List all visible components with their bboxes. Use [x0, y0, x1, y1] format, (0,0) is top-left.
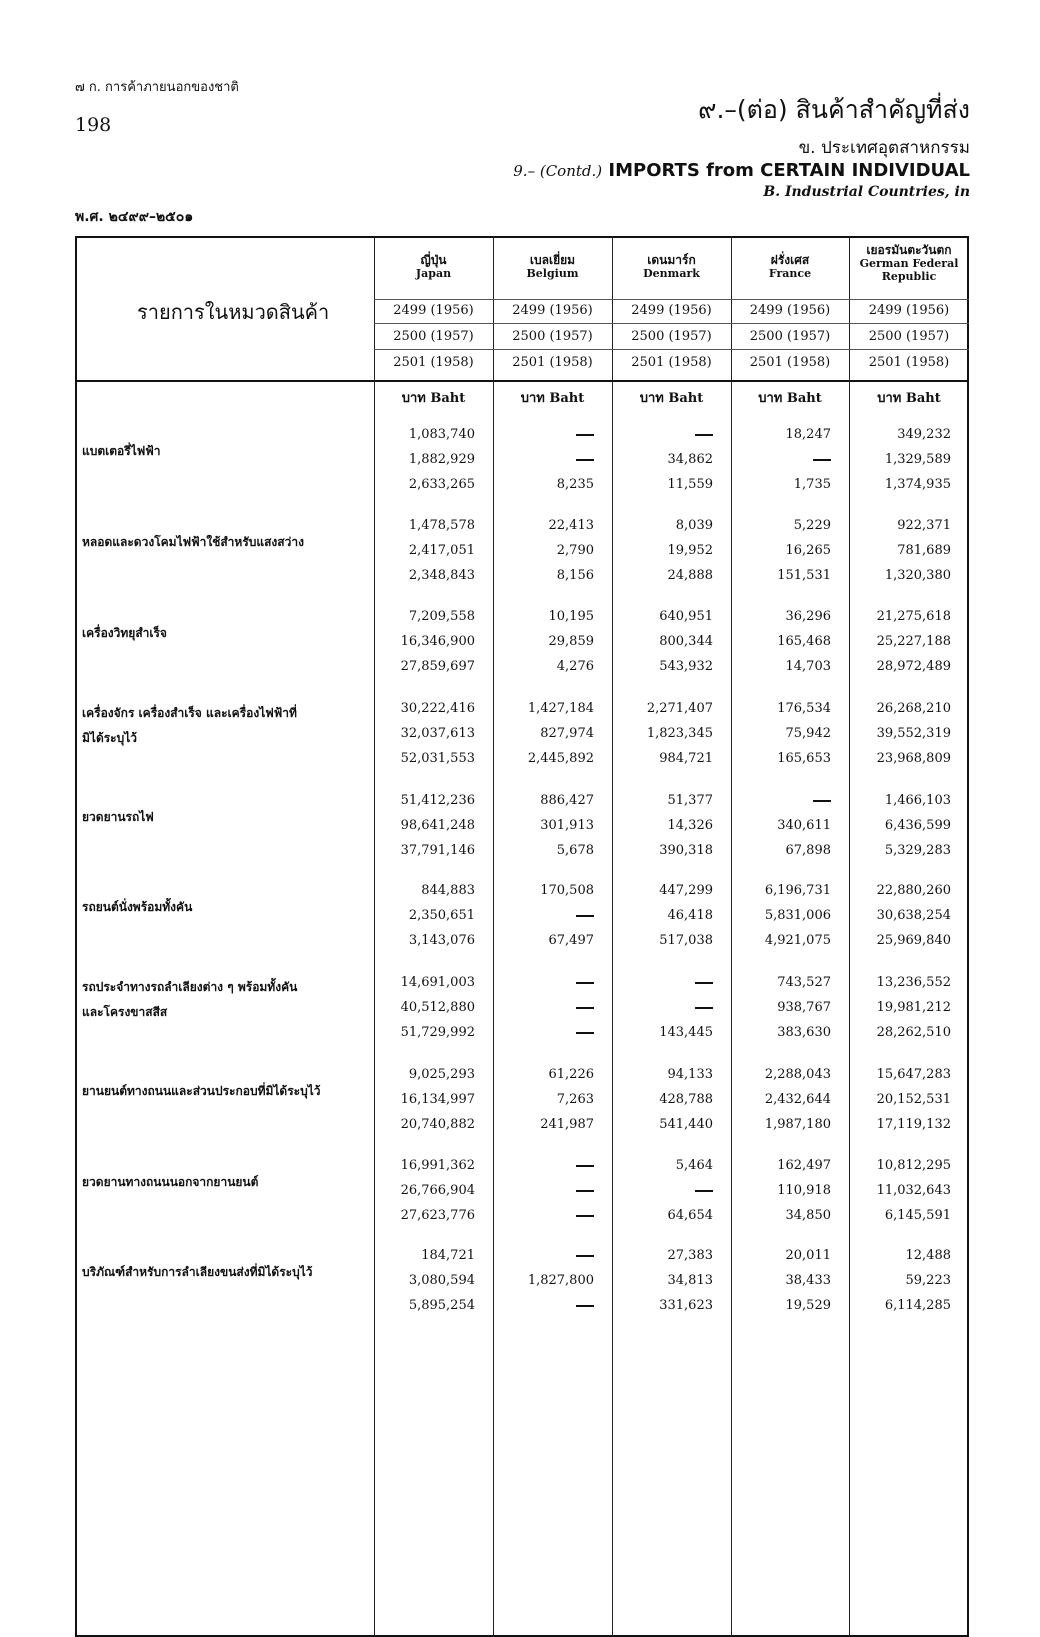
- value-cell: 7,263: [556, 1092, 594, 1107]
- value-cell: [497, 1000, 594, 1016]
- year-cell: 2501 (1958): [393, 355, 474, 370]
- value-cell: 34,850: [785, 1208, 831, 1223]
- value-cell: 20,011: [785, 1248, 831, 1263]
- year-cell: 2499 (1956): [631, 303, 712, 318]
- value-cell: 24,888: [667, 568, 713, 583]
- dash-mark: [576, 1165, 594, 1167]
- value-cell: 4,921,075: [764, 933, 831, 948]
- value-cell: 2,633,265: [408, 477, 475, 492]
- column-divider: [731, 236, 732, 1637]
- value-cell: 5,464: [675, 1158, 713, 1173]
- value-cell: [497, 1208, 594, 1224]
- value-cell: 8,039: [675, 518, 713, 533]
- column-header-english: Republic: [881, 270, 937, 283]
- value-cell: 6,436,599: [884, 818, 951, 833]
- value-cell: 541,440: [659, 1117, 713, 1132]
- value-cell: 29,859: [548, 634, 594, 649]
- column-header-english: France: [768, 267, 812, 280]
- value-cell: 75,942: [785, 726, 831, 741]
- value-cell: [497, 1025, 594, 1041]
- value-cell: 16,346,900: [400, 634, 475, 649]
- value-cell: 21,275,618: [876, 609, 951, 624]
- column-header: [374, 254, 493, 280]
- table-top-rule: [75, 236, 969, 238]
- column-divider: [849, 236, 850, 1637]
- item-label: [82, 975, 297, 1025]
- value-cell: 781,689: [897, 543, 951, 558]
- value-cell: 20,740,882: [400, 1117, 475, 1132]
- unit-cell: บาท Baht: [639, 391, 704, 406]
- column-header-thai: ฝรั่งเศส: [770, 253, 810, 267]
- value-cell: 8,235: [556, 477, 594, 492]
- value-cell: 5,831,006: [764, 908, 831, 923]
- unit-cell: บาท Baht: [401, 391, 466, 406]
- value-cell: 13,236,552: [876, 975, 951, 990]
- unit-cell: บาท Baht: [520, 391, 585, 406]
- year-cell: 2501 (1958): [631, 355, 712, 370]
- item-label-line: หลอดและดวงโคมไฟฟ้าใช้สำหรับแสงสว่าง: [82, 535, 304, 549]
- value-cell: 543,932: [659, 659, 713, 674]
- year-cell: 2500 (1957): [393, 329, 474, 344]
- value-cell: 36,296: [785, 609, 831, 624]
- value-cell: 2,445,892: [527, 751, 594, 766]
- value-cell: 827,974: [540, 726, 594, 741]
- year-cell: 2500 (1957): [868, 329, 950, 344]
- column-header: [849, 244, 969, 283]
- value-cell: 1,823,345: [646, 726, 713, 741]
- value-cell: 27,859,697: [400, 659, 475, 674]
- value-cell: 383,630: [777, 1025, 831, 1040]
- header-row-rule: [374, 299, 969, 300]
- value-cell: 2,417,051: [408, 543, 475, 558]
- item-label-line: ยานยนต์ทางถนนและส่วนประกอบที่มิได้ระบุไว้: [82, 1084, 321, 1098]
- value-cell: 1,320,380: [884, 568, 951, 583]
- value-cell: [497, 1158, 594, 1174]
- value-cell: 2,271,407: [646, 701, 713, 716]
- value-cell: 14,691,003: [400, 975, 475, 990]
- value-cell: [735, 793, 831, 809]
- year-range: พ.ศ. ๒๔๙๙–๒๕๐๑: [75, 209, 194, 225]
- value-cell: 27,383: [667, 1248, 713, 1263]
- title-english-main: IMPORTS from CERTAIN INDIVIDUAL: [608, 160, 970, 181]
- value-cell: 447,299: [659, 883, 713, 898]
- value-cell: 170,508: [540, 883, 594, 898]
- value-cell: 19,529: [785, 1298, 831, 1313]
- value-cell: 349,232: [897, 427, 951, 442]
- value-cell: 800,344: [659, 634, 713, 649]
- item-label-line: เครื่องจักร เครื่องสำเร็จ และเครื่องไฟฟ้าที่: [82, 706, 297, 720]
- dash-mark: [576, 1305, 594, 1307]
- item-label: [82, 621, 167, 646]
- value-cell: 1,374,935: [884, 477, 951, 492]
- value-cell: 165,468: [777, 634, 831, 649]
- value-cell: [497, 908, 594, 924]
- value-cell: 176,534: [777, 701, 831, 716]
- value-cell: 110,918: [777, 1183, 831, 1198]
- item-label-line: ยวดยานรถไฟ: [82, 810, 154, 824]
- item-label: [82, 1260, 313, 1285]
- subtitle-thai: ข. ประเทศอุตสาหกรรม: [798, 138, 970, 158]
- value-cell: 39,552,319: [876, 726, 951, 741]
- value-cell: 23,968,809: [876, 751, 951, 766]
- dash-mark: [576, 1032, 594, 1034]
- value-cell: 886,427: [540, 793, 594, 808]
- value-cell: 19,981,212: [876, 1000, 951, 1015]
- value-cell: [497, 427, 594, 443]
- title-thai: ๙.–(ต่อ) สินค้าสำคัญที่ส่ง: [698, 95, 970, 124]
- value-cell: 517,038: [659, 933, 713, 948]
- column-header-english: German Federal: [859, 257, 959, 270]
- value-cell: 7,209,558: [408, 609, 475, 624]
- dash-mark: [576, 1007, 594, 1009]
- column-header: [493, 254, 612, 280]
- value-cell: 16,991,362: [400, 1158, 475, 1173]
- item-label-line: แบตเตอรี่ไฟฟ้า: [82, 444, 161, 458]
- value-cell: 40,512,880: [400, 1000, 475, 1015]
- dash-mark: [576, 1190, 594, 1192]
- value-cell: 16,134,997: [400, 1092, 475, 1107]
- year-cell: 2500 (1957): [749, 329, 831, 344]
- value-cell: 34,813: [667, 1273, 713, 1288]
- column-header: [612, 254, 731, 280]
- value-cell: 4,276: [556, 659, 594, 674]
- value-cell: 1,083,740: [408, 427, 475, 442]
- dash-mark: [813, 800, 831, 802]
- value-cell: [616, 975, 713, 991]
- item-label-line: เครื่องวิทยุสำเร็จ: [82, 626, 167, 640]
- column-header: [731, 254, 849, 280]
- value-cell: 17,119,132: [876, 1117, 951, 1132]
- value-cell: 1,735: [793, 477, 831, 492]
- value-cell: 10,195: [548, 609, 594, 624]
- value-cell: 22,880,260: [876, 883, 951, 898]
- value-cell: 28,972,489: [876, 659, 951, 674]
- value-cell: 25,969,840: [876, 933, 951, 948]
- value-cell: [735, 452, 831, 468]
- value-cell: 11,032,643: [876, 1183, 951, 1198]
- value-cell: 16,265: [785, 543, 831, 558]
- value-cell: [497, 975, 594, 991]
- value-cell: 743,527: [777, 975, 831, 990]
- value-cell: 37,791,146: [400, 843, 475, 858]
- value-cell: 1,478,578: [408, 518, 475, 533]
- value-cell: 19,952: [667, 543, 713, 558]
- value-cell: 26,766,904: [400, 1183, 475, 1198]
- dash-mark: [576, 459, 594, 461]
- unit-cell: บาท Baht: [758, 391, 822, 406]
- year-cell: 2499 (1956): [868, 303, 950, 318]
- value-cell: 2,288,043: [764, 1067, 831, 1082]
- value-cell: 2,350,651: [408, 908, 475, 923]
- value-cell: [497, 1183, 594, 1199]
- value-cell: 2,432,644: [764, 1092, 831, 1107]
- value-cell: 938,767: [777, 1000, 831, 1015]
- value-cell: [616, 1183, 713, 1199]
- value-cell: 340,611: [777, 818, 831, 833]
- value-cell: 922,371: [897, 518, 951, 533]
- title-english-prefix: 9.– (Contd.): [513, 162, 603, 180]
- value-cell: 32,037,613: [400, 726, 475, 741]
- title-english: [513, 160, 970, 181]
- item-column-header: รายการในหมวดสินค้า: [137, 300, 330, 324]
- value-cell: 1,827,800: [527, 1273, 594, 1288]
- value-cell: 98,641,248: [400, 818, 475, 833]
- value-cell: 51,412,236: [400, 793, 475, 808]
- value-cell: 1,987,180: [764, 1117, 831, 1132]
- value-cell: 26,268,210: [876, 701, 951, 716]
- value-cell: 10,812,295: [876, 1158, 951, 1173]
- unit-cell: บาท Baht: [877, 391, 941, 406]
- year-cell: 2501 (1958): [868, 355, 950, 370]
- column-divider: [374, 236, 375, 1637]
- table-right-rule: [967, 236, 969, 1637]
- column-divider: [493, 236, 494, 1637]
- value-cell: 2,790: [556, 543, 594, 558]
- value-cell: 51,729,992: [400, 1025, 475, 1040]
- value-cell: 151,531: [777, 568, 831, 583]
- year-cell: 2500 (1957): [512, 329, 593, 344]
- value-cell: 184,721: [421, 1248, 475, 1263]
- dash-mark: [576, 915, 594, 917]
- value-cell: 52,031,553: [400, 751, 475, 766]
- value-cell: 5,229: [793, 518, 831, 533]
- value-cell: 12,488: [905, 1248, 951, 1263]
- value-cell: 844,883: [421, 883, 475, 898]
- item-label-line: และโครงขาสสีส: [82, 1005, 168, 1019]
- year-cell: 2501 (1958): [749, 355, 831, 370]
- value-cell: 38,433: [785, 1273, 831, 1288]
- value-cell: 28,262,510: [876, 1025, 951, 1040]
- value-cell: 9,025,293: [408, 1067, 475, 1082]
- column-header-english: Denmark: [643, 267, 700, 280]
- value-cell: 20,152,531: [876, 1092, 951, 1107]
- value-cell: 34,862: [667, 452, 713, 467]
- table-left-rule: [75, 236, 77, 1637]
- item-label: [82, 701, 297, 751]
- dash-mark: [695, 434, 713, 436]
- dash-mark: [576, 982, 594, 984]
- value-cell: 5,329,283: [884, 843, 951, 858]
- page-number: 198: [75, 114, 112, 136]
- value-cell: 59,223: [905, 1273, 951, 1288]
- value-cell: 46,418: [667, 908, 713, 923]
- value-cell: [497, 1298, 594, 1314]
- value-cell: 30,638,254: [876, 908, 951, 923]
- value-cell: 6,145,591: [884, 1208, 951, 1223]
- value-cell: 390,318: [659, 843, 713, 858]
- dash-mark: [695, 1007, 713, 1009]
- value-cell: 27,623,776: [400, 1208, 475, 1223]
- item-label: [82, 1170, 258, 1195]
- value-cell: 331,623: [659, 1298, 713, 1313]
- header-row-rule: [374, 349, 969, 350]
- item-label-line: มิได้ระบุไว้: [82, 731, 138, 745]
- dash-mark: [695, 982, 713, 984]
- value-cell: 301,913: [540, 818, 594, 833]
- item-label-line: ยวดยานทางถนนนอกจากยานยนต์: [82, 1175, 259, 1189]
- year-cell: 2499 (1956): [749, 303, 831, 318]
- year-cell: 2499 (1956): [512, 303, 593, 318]
- item-label: [82, 530, 304, 555]
- value-cell: 640,951: [659, 609, 713, 624]
- value-cell: 15,647,283: [876, 1067, 951, 1082]
- value-cell: 25,227,188: [876, 634, 951, 649]
- table-header-rule: [75, 380, 969, 382]
- value-cell: 14,703: [785, 659, 831, 674]
- value-cell: 14,326: [667, 818, 713, 833]
- dash-mark: [576, 1215, 594, 1217]
- value-cell: 2,348,843: [408, 568, 475, 583]
- value-cell: [497, 452, 594, 468]
- value-cell: 1,882,929: [408, 452, 475, 467]
- year-cell: 2501 (1958): [512, 355, 593, 370]
- item-label-line: รถประจำทางรถลำเลียงต่าง ๆ พร้อมทั้งคัน: [82, 980, 298, 994]
- value-cell: 22,413: [548, 518, 594, 533]
- value-cell: [616, 427, 713, 443]
- dash-mark: [813, 459, 831, 461]
- dash-mark: [576, 1255, 594, 1257]
- value-cell: 1,329,589: [884, 452, 951, 467]
- column-header-english: Japan: [415, 267, 452, 280]
- value-cell: 11,559: [667, 477, 713, 492]
- column-header-english: Belgium: [526, 267, 579, 280]
- item-label-line: รถยนต์นั่งพร้อมทั้งคัน: [82, 900, 193, 914]
- section-label: ๗ ก. การค้าภายนอกของชาติ: [75, 80, 239, 95]
- value-cell: 162,497: [777, 1158, 831, 1173]
- header-row-rule: [374, 323, 969, 324]
- value-cell: 1,427,184: [527, 701, 594, 716]
- value-cell: 8,156: [556, 568, 594, 583]
- value-cell: 1,466,103: [884, 793, 951, 808]
- value-cell: 67,898: [785, 843, 831, 858]
- item-label-line: บริภัณฑ์สำหรับการลำเลียงขนส่งที่มิได้ระบุไว้: [82, 1265, 313, 1279]
- value-cell: 94,133: [667, 1067, 713, 1082]
- column-header-thai: เบลเยี่ยม: [529, 253, 576, 267]
- value-cell: 5,895,254: [408, 1298, 475, 1313]
- value-cell: 67,497: [548, 933, 594, 948]
- value-cell: 984,721: [659, 751, 713, 766]
- year-cell: 2499 (1956): [393, 303, 474, 318]
- item-label: [82, 895, 192, 920]
- column-header-thai: ญี่ปุ่น: [420, 253, 447, 267]
- value-cell: 241,987: [540, 1117, 594, 1132]
- value-cell: 30,222,416: [400, 701, 475, 716]
- column-header-thai: เยอรมันตะวันตก: [866, 243, 952, 257]
- value-cell: 51,377: [667, 793, 713, 808]
- item-label: [82, 1079, 321, 1104]
- value-cell: 64,654: [667, 1208, 713, 1223]
- dash-mark: [576, 434, 594, 436]
- column-divider: [612, 236, 613, 1637]
- value-cell: 61,226: [548, 1067, 594, 1082]
- value-cell: [497, 1248, 594, 1264]
- value-cell: 6,196,731: [764, 883, 831, 898]
- item-label: [82, 805, 154, 830]
- value-cell: 3,080,594: [408, 1273, 475, 1288]
- subtitle-english: B. Industrial Countries, in: [763, 184, 970, 200]
- value-cell: 165,653: [777, 751, 831, 766]
- value-cell: 18,247: [785, 427, 831, 442]
- column-header-thai: เดนมาร์ก: [647, 253, 696, 267]
- item-label: [82, 439, 160, 464]
- value-cell: 5,678: [556, 843, 594, 858]
- value-cell: 3,143,076: [408, 933, 475, 948]
- year-cell: 2500 (1957): [631, 329, 712, 344]
- value-cell: [616, 1000, 713, 1016]
- value-cell: 6,114,285: [884, 1298, 951, 1313]
- dash-mark: [695, 1190, 713, 1192]
- value-cell: 143,445: [659, 1025, 713, 1040]
- value-cell: 428,788: [659, 1092, 713, 1107]
